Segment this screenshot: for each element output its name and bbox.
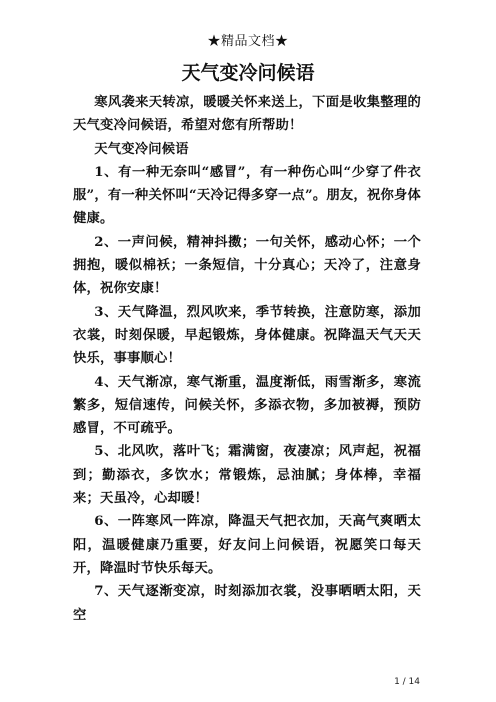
greeting-paragraph: 4、天气渐凉，寒气渐重，温度渐低，雨雪渐多，寒流繁多，短信速传，问候关怀，多添衣物，多加被褥，预防感冒，不可疏乎。 <box>73 374 421 437</box>
document-body <box>73 91 421 627</box>
section-subheading: 天气变冷问候语 <box>94 141 189 157</box>
page-number: 1 / 14 <box>394 677 420 687</box>
greeting-paragraph: 1、有一种无奈叫“感冒”，有一种伤心叫“少穿了件衣服”，有一种关怀叫“天冷记得多穿一点”。朋友，祝你身体健康。 <box>73 164 421 227</box>
document-title: 天气变冷问候语 <box>181 62 315 84</box>
greeting-paragraph: 2、一声问候，精神抖擞；一句关怀，感动心怀；一个拥抱，暖似棉袄；一条短信，十分真心；天冷了，注意身体，祝你安康！ <box>73 234 421 297</box>
greeting-paragraph: 3、天气降温，烈风吹来，季节转换，注意防寒，添加衣裳，时刻保暖，早起锻炼，身体健康。祝降温天气天天快乐，事事顺心！ <box>73 304 421 367</box>
greeting-paragraph: 7、天气逐渐变凉，时刻添加衣裳，没事晒晒太阳，天空 <box>73 584 421 623</box>
greeting-paragraph: 5、北风吹，落叶飞；霜满窗，夜凄凉；风声起，祝福到；勤添衣，多饮水；常锻炼，忌油腻；身体棒，幸福来；天虽冷，心却暖！ <box>73 444 421 507</box>
header-banner: ★精品文档★ <box>207 34 289 49</box>
greeting-paragraph: 6、一阵寒风一阵凉，降温天气把衣加，天高气爽晒太阳，温暖健康乃重要，好友问上问候语，祝愿笑口每天开，降温时节快乐每天。 <box>73 514 421 576</box>
intro-paragraph: 寒风袭来天转凉，暖暖关怀来送上，下面是收集整理的天气变冷问候语，希望对您有所帮助！ <box>73 95 421 134</box>
